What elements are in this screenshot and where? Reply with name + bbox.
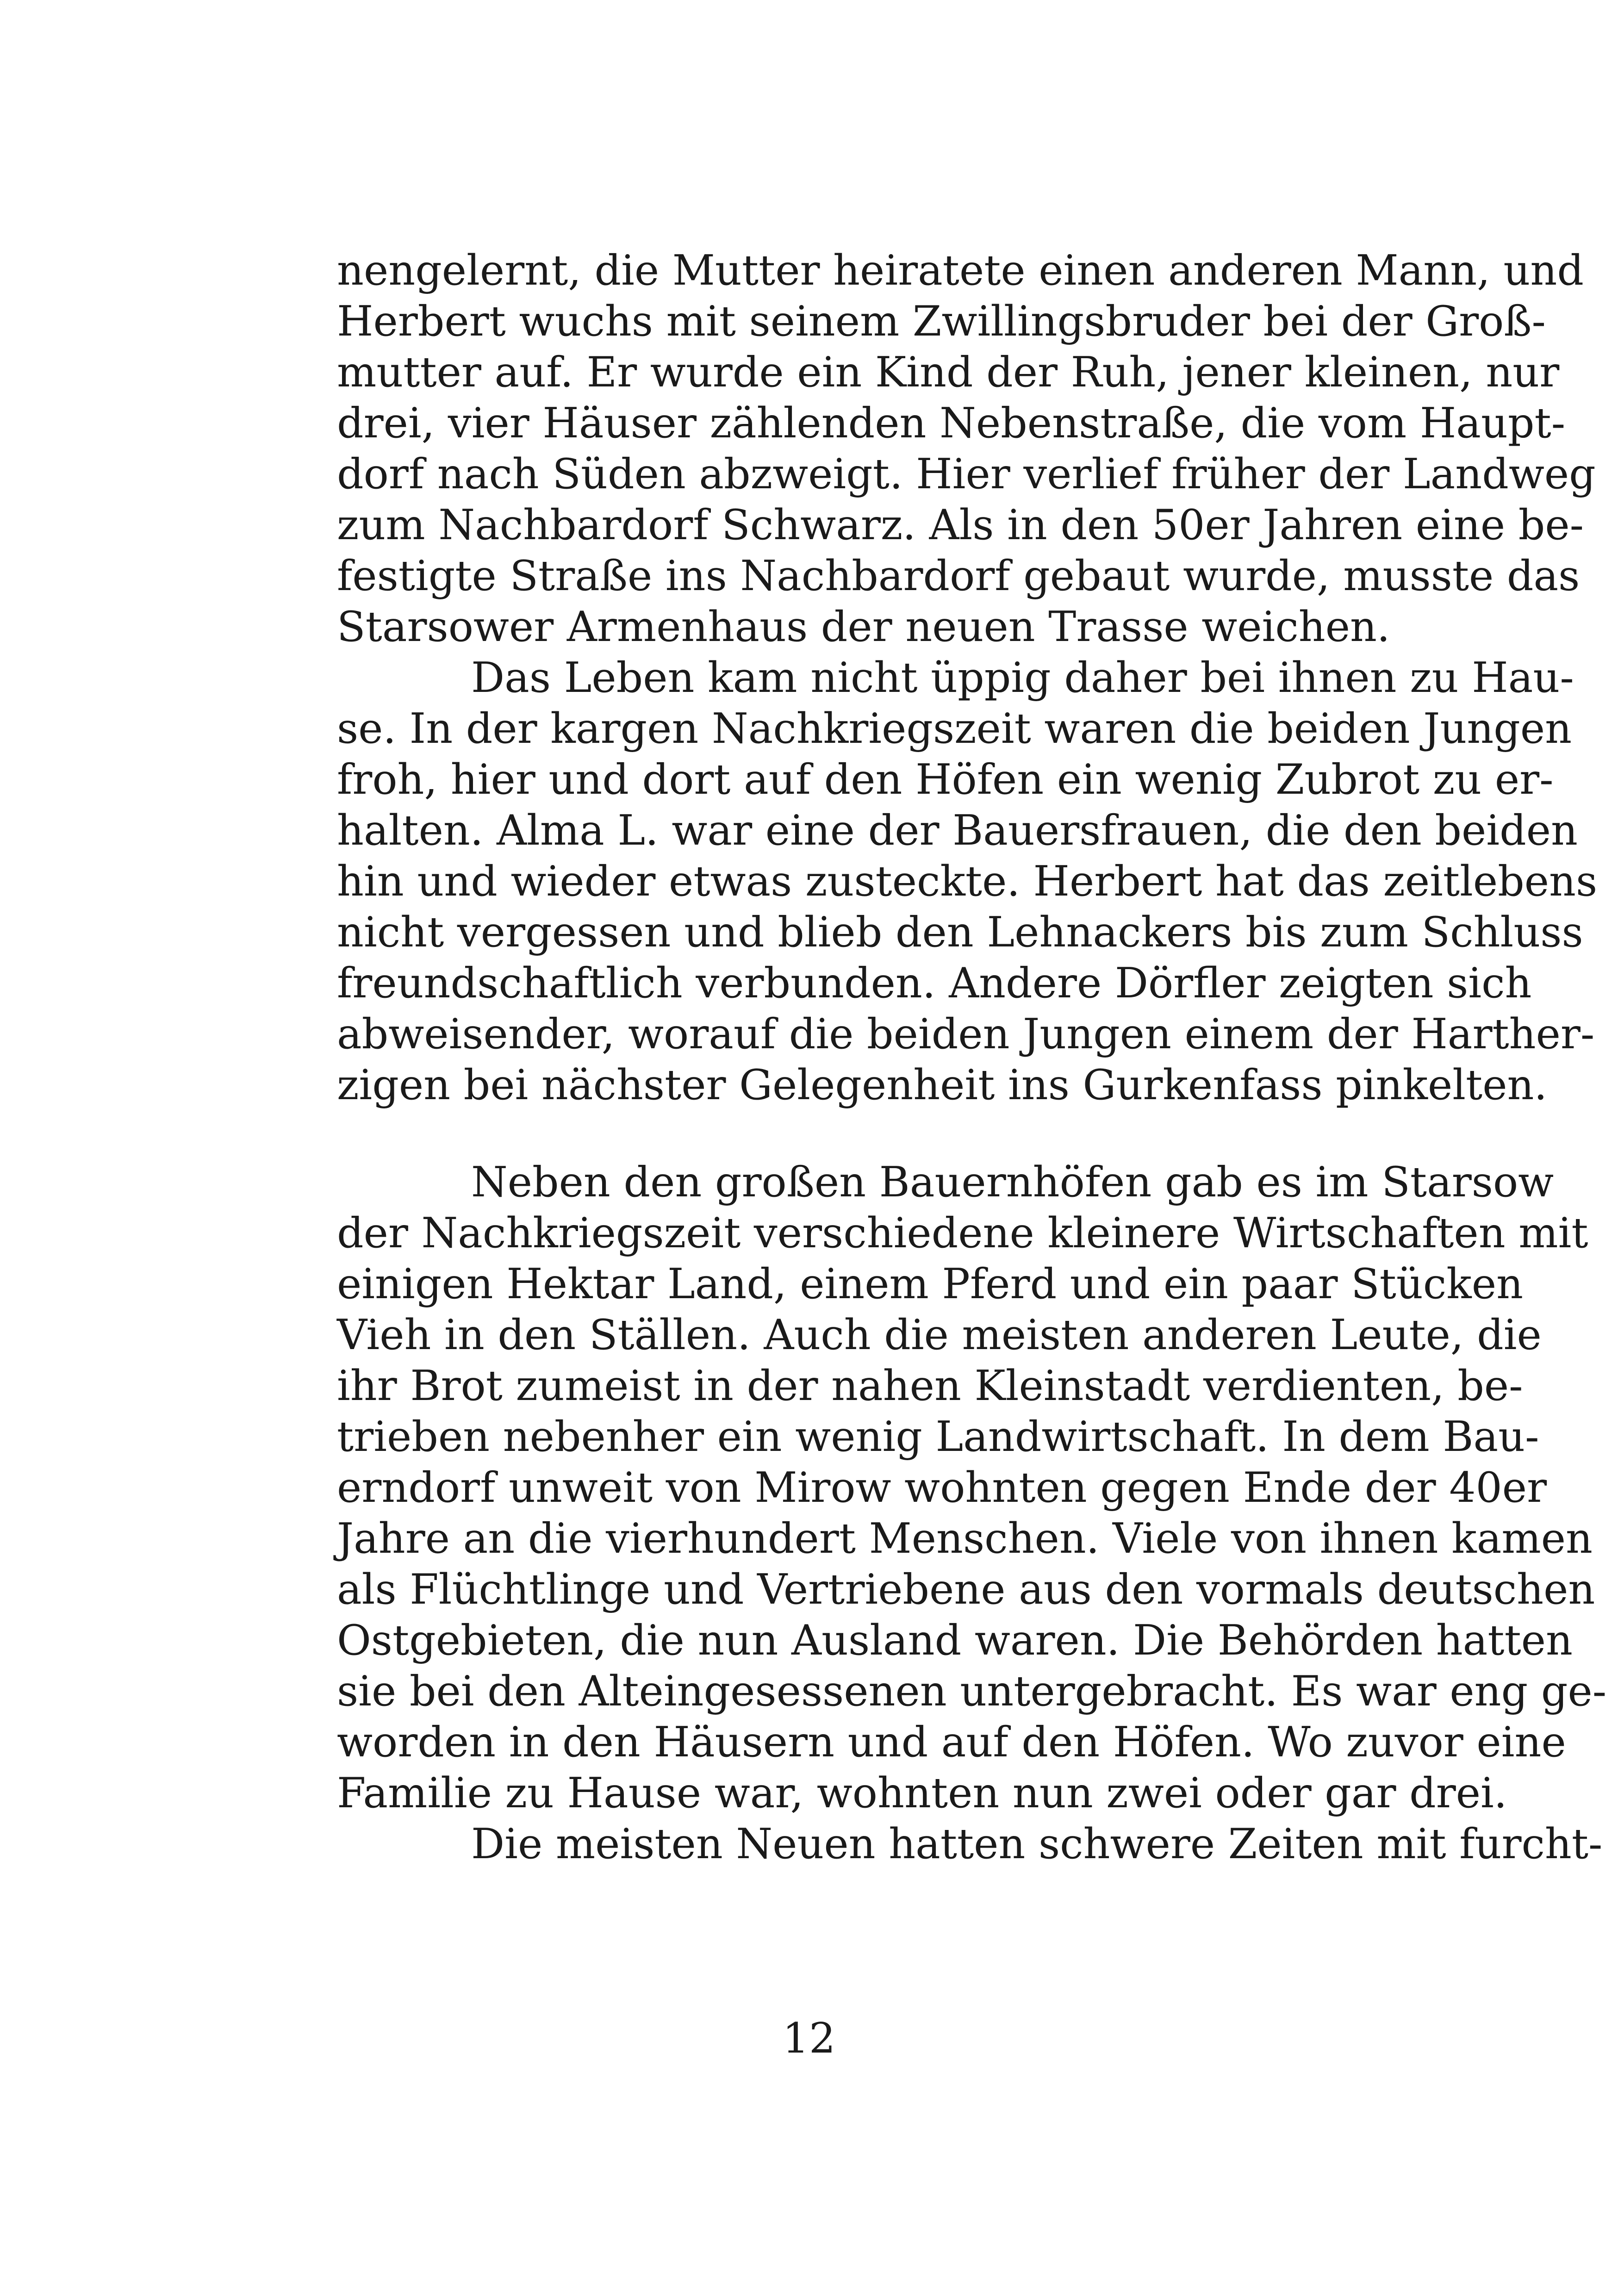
text-line: freundschaftlich verbunden. Andere Dörfler zeigten sich [337,959,1532,1008]
text-line: Familie zu Hause war, wohnten nun zwei oder gar drei. [337,1769,1507,1817]
page-number: 12 [782,2014,836,2063]
text-line: Vieh in den Ställen. Auch die meisten anderen Leute, die [337,1311,1542,1359]
text-line: ihr Brot zumeist in der nahen Kleinstadt verdienten, be- [337,1362,1523,1410]
text-line: halten. Alma L. war eine der Bauersfrauen, die den beiden [337,806,1578,855]
text-line: se. In der kargen Nachkriegszeit waren die beiden Jungen [337,704,1572,753]
text-line: froh, hier und dort auf den Höfen ein wenig Zubrot zu er- [337,755,1554,804]
text-line: erndorf unweit von Mirow wohnten gegen Ende der 40er [337,1463,1547,1512]
text-line: trieben nebenher ein wenig Landwirtschaft. In dem Bau- [337,1412,1539,1461]
text-line: nengelernt, die Mutter heiratete einen anderen Mann, und [337,246,1584,295]
text-line: mutter auf. Er wurde ein Kind der Ruh, jener kleinen, nur [337,348,1560,397]
text-line: nicht vergessen und blieb den Lehnackers bis zum Schluss [337,908,1583,957]
text-line: drei, vier Häuser zählenden Nebenstraße, die vom Haupt- [337,399,1566,448]
paragraph-2 [337,653,1598,1111]
text-line: Starsower Armenhaus der neuen Trasse weichen. [337,603,1390,651]
text-line: zum Nachbardorf Schwarz. Als in den 50er Jahren eine be- [337,501,1584,549]
text-line: Jahre an die vierhundert Menschen. Viele von ihnen kamen [337,1514,1593,1563]
text-line: Ostgebieten, die nun Ausland waren. Die Behörden hatten [337,1616,1573,1665]
paragraph-4 [337,1819,1603,1870]
text-line: Das Leben kam nicht üppig daher bei ihnen zu Hau- [471,653,1574,702]
text-line: dorf nach Süden abzweigt. Hier verlief früher der Landweg [337,450,1596,498]
text-line: Die meisten Neuen hatten schwere Zeiten mit furcht- [471,1820,1603,1868]
text-line: Herbert wuchs mit seinem Zwillingsbruder bei der Groß- [337,297,1546,346]
text-line: als Flüchtlinge und Vertriebene aus den vormals deutschen [337,1565,1595,1614]
text-line: worden in den Häusern und auf den Höfen. Wo zuvor eine [337,1718,1566,1767]
text-line: der Nachkriegszeit verschiedene kleinere Wirtschaften mit [337,1209,1588,1257]
text-line: festigte Straße ins Nachbardorf gebaut wurde, musste das [337,552,1580,600]
paragraph-3 [337,1157,1607,1819]
text-line: einigen Hektar Land, einem Pferd und ein paar Stücken [337,1260,1524,1308]
paragraph-1 [337,245,1596,653]
text-line: sie bei den Alteingesessenen untergebracht. Es war eng ge- [337,1667,1607,1716]
text-line: abweisender, worauf die beiden Jungen einem der Harther- [337,1010,1595,1058]
text-line: hin und wieder etwas zusteckte. Herbert hat das zeitlebens [337,857,1598,906]
text-line: Neben den großen Bauernhöfen gab es im Starsow [471,1158,1554,1207]
text-line: zigen bei nächster Gelegenheit ins Gurkenfass pinkelten. [337,1061,1548,1109]
